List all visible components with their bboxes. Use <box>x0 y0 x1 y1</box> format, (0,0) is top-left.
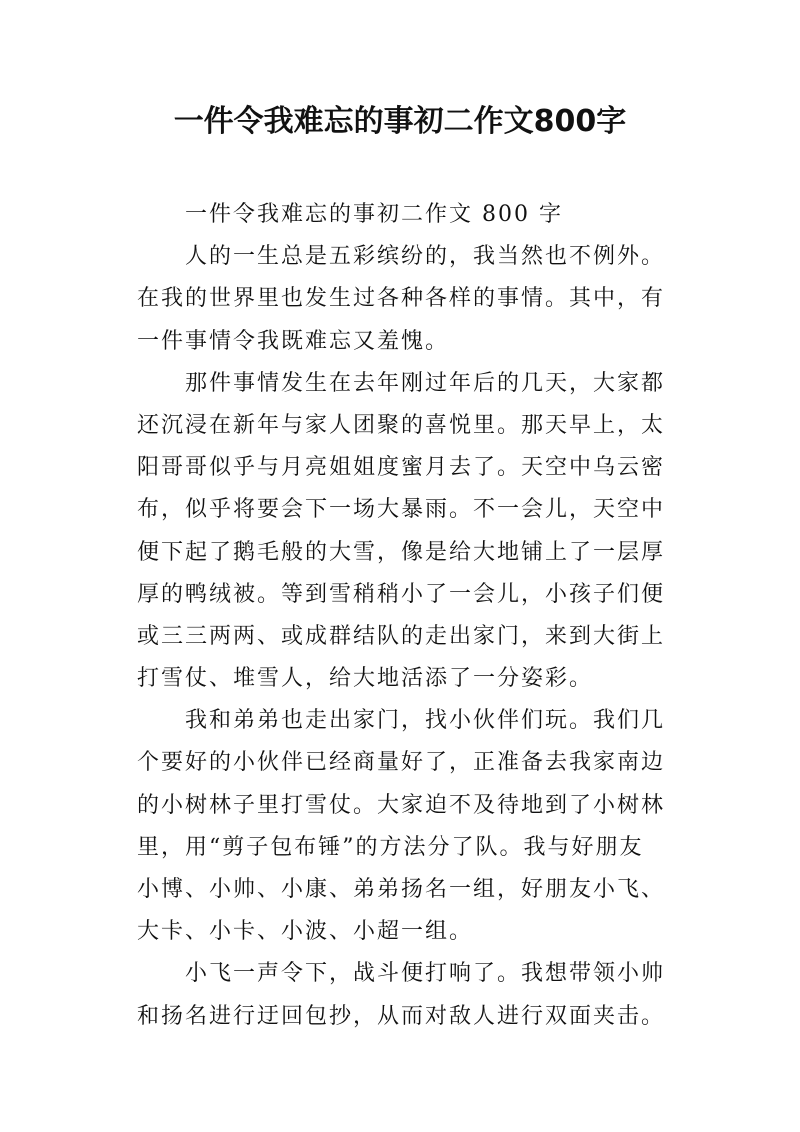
text-line: 那件事情发生在去年刚过年后的几天，大家都 <box>185 370 666 396</box>
text-line: 厚的鸭绒被。等到雪稍稍小了一会儿，小孩子们便 <box>137 581 666 607</box>
text-line: 还沉浸在新年与家人团聚的喜悦里。那天早上，太 <box>137 412 666 438</box>
text-line: 或三三两两、或成群结队的走出家门，来到大街上 <box>137 623 666 649</box>
text-line: 个要好的小伙伴已经商量好了，正准备去我家南边 <box>137 750 666 776</box>
text-line: 我和弟弟也走出家门，找小伙伴们玩。我们几 <box>185 708 666 734</box>
text-line: 阳哥哥似乎与月亮姐姐度蜜月去了。天空中乌云密 <box>137 455 666 481</box>
document-body <box>137 194 677 1038</box>
text-line: 在我的世界里也发生过各种各样的事情。其中，有 <box>137 286 666 312</box>
text-line: 打雪仗、堆雪人，给大地活添了一分姿彩。 <box>137 666 594 692</box>
text-line: 人的一生总是五彩缤纷的，我当然也不例外。 <box>185 244 666 270</box>
text-line: 和扬名进行迂回包抄，从而对敌人进行双面夹击。 <box>137 1003 666 1029</box>
document-title: 一件令我难忘的事初二作文800字 <box>173 104 627 139</box>
text-line: 便下起了鹅毛般的大雪，像是给大地铺上了一层厚 <box>137 539 666 565</box>
text-line: 小飞一声令下，战斗便打响了。我想带领小帅 <box>185 961 666 987</box>
text-line: 小博、小帅、小康、弟弟扬名一组，好朋友小飞、 <box>137 877 666 902</box>
text-line: 一件事情令我既难忘又羞愧。 <box>137 328 450 354</box>
text-line: 大卡、小卡、小波、小超一组。 <box>137 919 474 945</box>
text-line: 布，似乎将要会下一场大暴雨。不一会儿，天空中 <box>137 497 666 523</box>
text-line: 一件令我难忘的事初二作文 800 字 <box>185 202 563 227</box>
text-line: 里，用“剪子包布锤”的方法分了队。我与好朋友 <box>137 834 644 860</box>
text-line: 的小树林子里打雪仗。大家迫不及待地到了小树林 <box>137 792 666 818</box>
